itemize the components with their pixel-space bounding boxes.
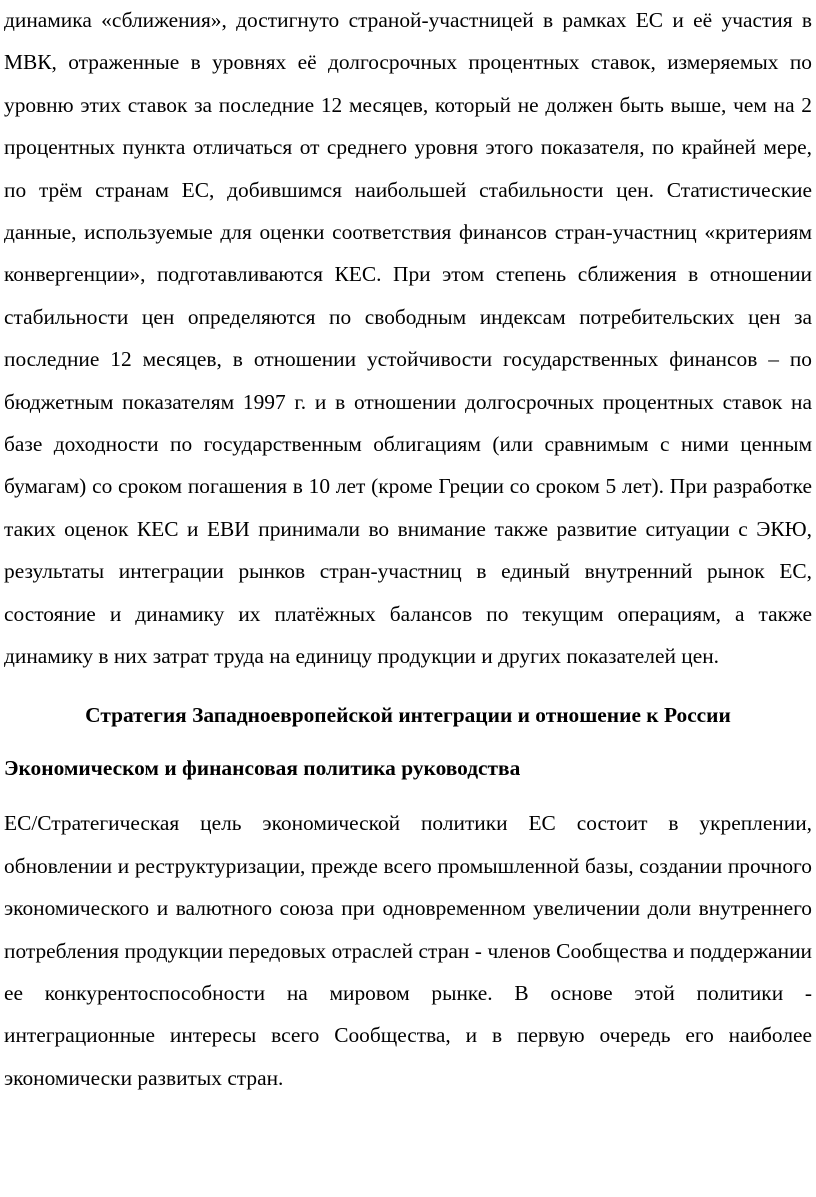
body-paragraph-strategic-goal: ЕС/Стратегическая цель экономической политики ЕС состоит в укреплении, обновлении и реструктуризации, прежде всего промышленной базы, создании прочного экономического и валютного союза при одновременном увеличении доли внутреннего потребления продукции передовых отраслей стран - членов Сообщества и поддержании ее конкурентоспособности на мировом рынке. В основе этой политики - интеграционные интересы всего Сообщества, и в первую очередь его наиболее экономически развитых стран.: [4, 811, 812, 1090]
document-page: [4, 0, 812, 1099]
section-heading-strategy: Стратегия Западноевропейской интеграции и отношение к России: [85, 702, 731, 727]
body-paragraph-convergence: динамика «сближения», достигнуто страной-участницей в рамках ЕС и её участия в МВК, отраженные в уровнях её долгосрочных процентных ставок, измеряемых по уровню этих ставок за последние 12 месяцев, который не должен быть выше, чем на 2 процентных пункта отличаться от среднего уровня этого показателя, по крайней мере, по трём странам ЕС, добившимся наибольшей стабильности цен. Статистические данные, используемые для оценки соответствия финансов стран-участниц «критериям конвергенции», подготавливаются КЕС. При этом степень сближения в отношении стабильности цен определяются по свободным индексам потребительских цен за последние 12 месяцев, в отношении устойчивости государственных финансов – по бюджетным показателям 1997 г. и в отношении долгосрочных процентных ставок на базе доходности по государственным облигациям (или сравнимым с ними ценным бумагам) со сроком погашения в 10 лет (кроме Греции со сроком 5 лет). При разработке таких оценок КЕС и ЕВИ принимали во внимание также развитие ситуации с ЭКЮ, результаты интеграции рынков стран-участниц в единый внутренний рынок ЕС, состояние и динамику их платёжных балансов по текущим операциям, а также динамику в них затрат труда на единицу продукции и других показателей цен.: [4, 8, 812, 669]
subsection-heading-policy: Экономическом и финансовая политика руководства: [4, 755, 521, 780]
